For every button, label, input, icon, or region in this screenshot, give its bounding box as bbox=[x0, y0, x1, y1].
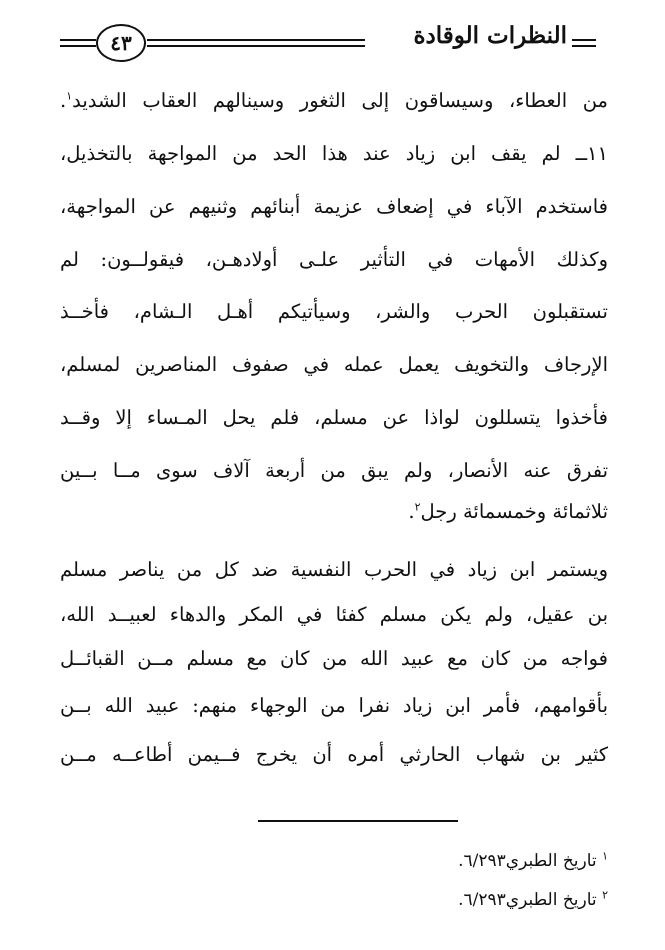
header-rule bbox=[572, 45, 596, 47]
page-number: ٤٣ bbox=[96, 24, 146, 62]
text-line: فاستخدم الآباء في إضعاف عزيمة أبنائهم وثنيهم عن المواجهة، bbox=[60, 195, 608, 218]
footnote: $^٢$ تاريخ الطبري٦/٢٩٣. bbox=[458, 888, 608, 910]
text-line: بأقوامهم، فأمر ابن زياد نفرا من الوجهاء منهم: عبيد الله بــن bbox=[60, 694, 608, 717]
text-line: ثلاثمائة وخمسمائة رجل$^٢$. bbox=[408, 500, 608, 523]
footnote-separator bbox=[258, 820, 458, 822]
header-rule bbox=[60, 45, 96, 47]
header-rule bbox=[147, 45, 365, 47]
footnote-marker: ١ bbox=[66, 89, 73, 103]
text-line: كثير بن شهاب الحارثي أمره أن يخرج فــيمن أطاعــه مــن bbox=[60, 743, 608, 766]
text-line: تفرق عنه الأنصار، ولم يبق من أربعة آلاف سوى مــا بــين bbox=[60, 459, 608, 482]
header-rule bbox=[147, 39, 365, 41]
footnote-marker: ٢ bbox=[414, 500, 421, 514]
text-line: الإرجاف والتخويف يعمل عمله في صفوف المناصرين لمسلم، bbox=[60, 353, 608, 376]
text-line: فأخذوا يتسللون لواذا عن مسلم، فلم يحل المـساء إلا وقــد bbox=[60, 406, 608, 429]
header-rule bbox=[60, 39, 96, 41]
footnote-marker: ١ bbox=[602, 849, 608, 863]
header-rule bbox=[572, 39, 596, 41]
text-line: تستقبلون الحرب والشر، وسيأتيكم أهـل الـشام، فأخــذ bbox=[60, 300, 608, 323]
text-line: من العطاء، وسيساقون إلى الثغور وسينالهم العقاب الشديد$^١$. bbox=[60, 89, 608, 112]
text-line: وكذلك الأمهات في التأثير علـى أولادهـن، فيقولــون: لم bbox=[60, 248, 608, 271]
footnote-marker: ٢ bbox=[602, 888, 608, 902]
running-title: النظرات الوقادة bbox=[413, 22, 567, 49]
text-line: ويستمر ابن زياد في الحرب النفسية ضد كل من يناصر مسلم bbox=[60, 558, 608, 581]
text-line: بن عقيل، ولم يكن مسلم كفئا في المكر والدهاء لعبيــد الله، bbox=[60, 603, 608, 626]
text-line: ١١ــ لم يقف ابن زياد عند هذا الحد من المواجهة بالتخذيل، bbox=[60, 142, 608, 165]
footnote: $^١$ تاريخ الطبري٦/٢٩٣. bbox=[458, 849, 608, 871]
page-header bbox=[0, 0, 665, 80]
text-line: فواجه من كان مع عبيد الله من كان مع مسلم مــن القبائــل bbox=[60, 647, 608, 670]
